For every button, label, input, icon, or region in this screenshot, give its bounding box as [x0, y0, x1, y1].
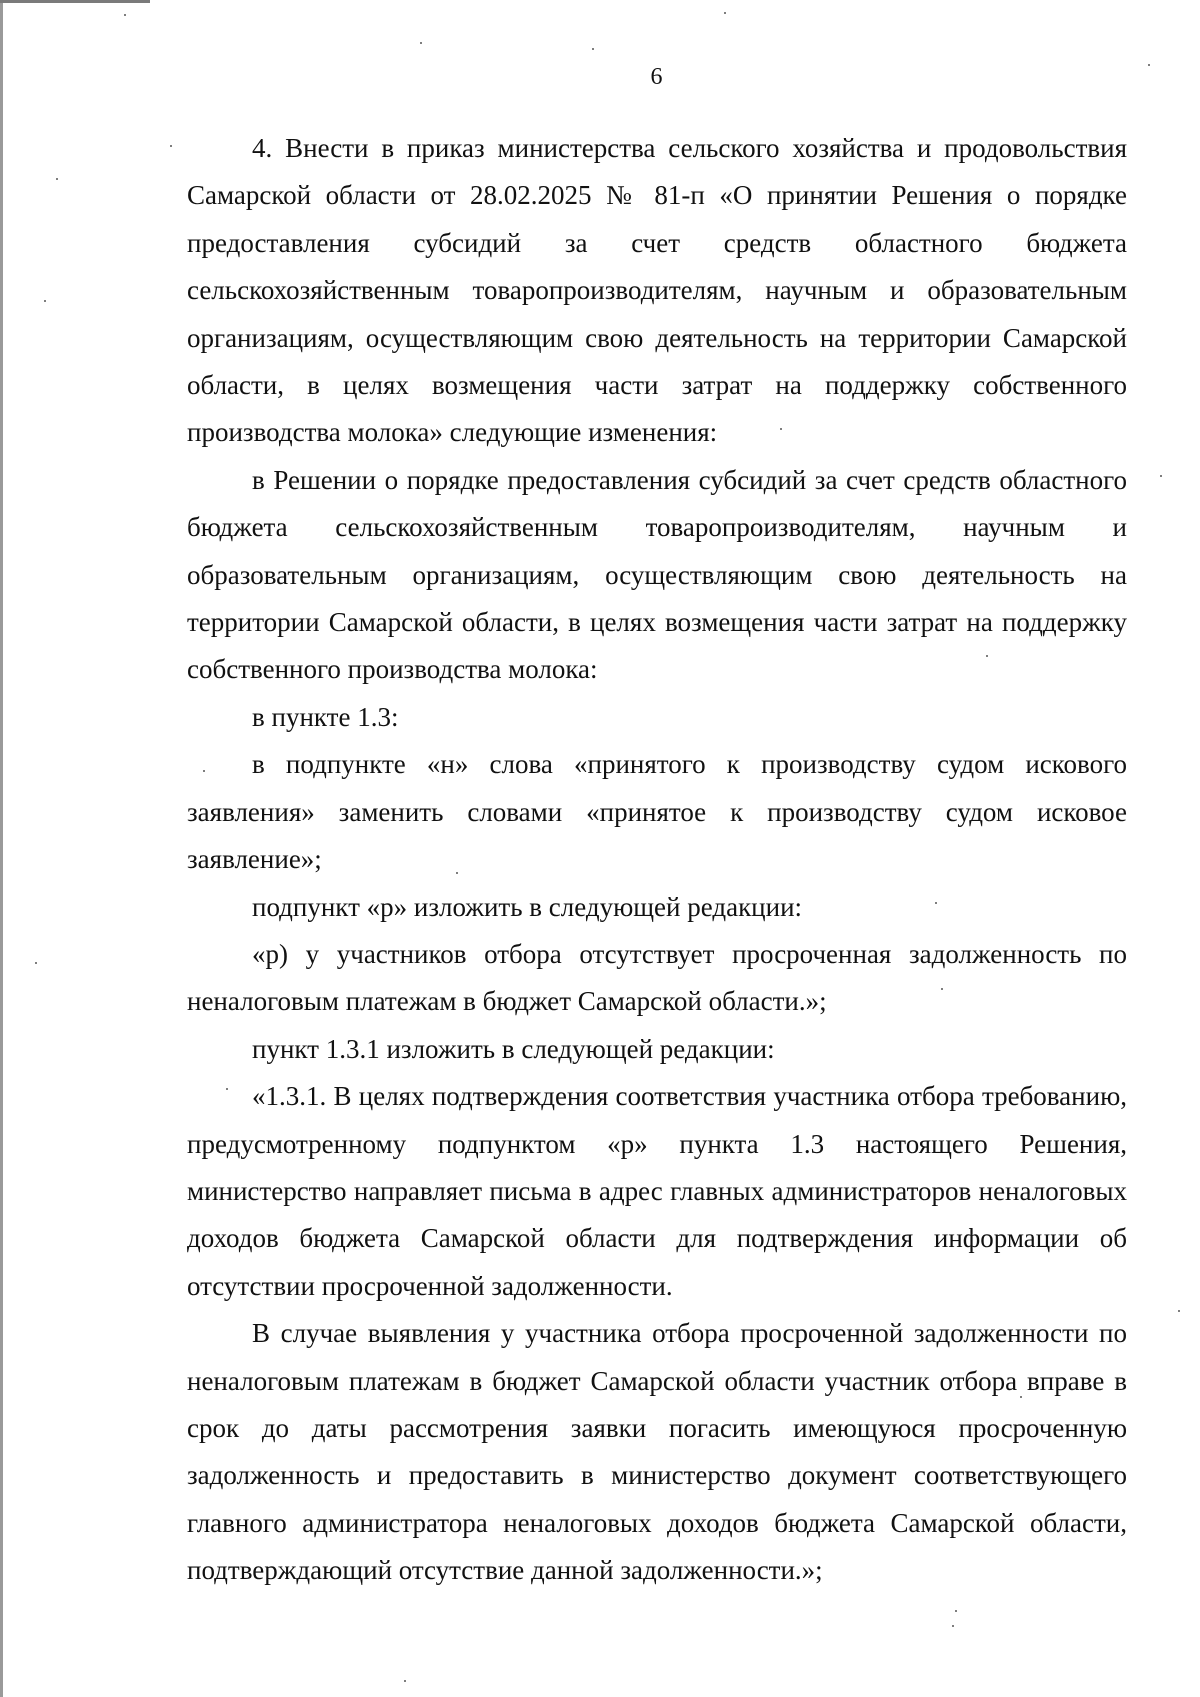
paragraph-decision-intro: в Решении о порядке предоставления субсидий за счет средств областного бюджета сельскохозяйственным товаропроизводителям, научным и образовательным организациям, осуществляющим свою деятельность на территории Самарской области, в целях возмещения части затрат на поддержку собственного производства молока:	[187, 464, 1127, 685]
scan-speck	[404, 1680, 406, 1682]
paragraph-subclause-r-text: «р) у участников отбора отсутствует просроченная задолженность по неналоговым платежам в бюджет Самарской области.»;	[187, 938, 1127, 1017]
paragraph-clause-1-3: в пункте 1.3:	[252, 701, 399, 732]
scan-speck	[124, 14, 126, 16]
scan-speck	[226, 1088, 228, 1090]
paragraph-clause-1-3-1-text: «1.3.1. В целях подтверждения соответствия участника отбора требованию, предусмотренному подпунктом «р» пункта 1.3 настоящего Решения, министерство направляет письма в адрес главных администраторов неналоговых доходов бюджета Самарской области для подтверждения информации об отсутствии просроченной задолженности.	[187, 1081, 1127, 1301]
scan-speck	[724, 12, 726, 14]
scan-edge-left	[0, 0, 3, 1697]
scan-speck	[203, 770, 205, 772]
scan-speck	[1148, 64, 1150, 66]
scan-speck	[170, 145, 172, 147]
scan-speck	[986, 655, 988, 657]
scan-speck	[955, 1610, 957, 1612]
paragraph-subclause-n: в подпункте «н» слова «принятого к производству судом искового заявления» заменить словами «принятое к производству судом исковое заявление»;	[187, 749, 1127, 875]
scan-speck	[35, 962, 37, 964]
scan-speck	[44, 300, 46, 302]
scan-speck	[935, 902, 937, 904]
scan-speck	[592, 48, 594, 50]
scan-speck	[56, 178, 58, 180]
scan-speck	[420, 42, 422, 44]
scan-speck	[1160, 475, 1162, 477]
paragraph-subclause-r-intro: подпункт «р» изложить в следующей редакции:	[252, 891, 803, 922]
document-body	[187, 125, 1127, 1595]
scan-speck	[952, 1625, 954, 1627]
scan-edge-top	[0, 0, 150, 3]
page-number: 6	[650, 64, 663, 90]
paragraph-clause-1-3-1-intro: пункт 1.3.1 изложить в следующей редакции:	[252, 1033, 775, 1064]
scan-speck	[780, 428, 782, 430]
scan-speck	[456, 872, 458, 874]
paragraph-item-4-intro: 4. Внести в приказ министерства сельского хозяйства и продовольствия Самарской области от 28.02.2025 № 81-п «О принятии Решения о порядке предоставления субсидий за счет средств областного бюджета сельскохозяйственным товаропроизводителям, научным и образовательным организациям, осуществляющим свою деятельность на территории Самарской области, в целях возмещения части затрат на поддержку собственного производства молока» следующие изменения:	[187, 133, 1127, 448]
scan-speck	[941, 988, 943, 990]
scan-speck	[1178, 1310, 1180, 1312]
scan-speck	[1020, 1396, 1022, 1398]
paragraph-overdue-debt: В случае выявления у участника отбора просроченной задолженности по неналоговым платежам в бюджет Самарской области участник отбора вправе в срок до даты рассмотрения заявки погасить имеющуюся просроченную задолженность и предоставить в министерство документ соответствующего главного администратора неналоговых доходов бюджета Самарской области, подтверждающий отсутствие данной задолженности.»;	[187, 1318, 1127, 1586]
